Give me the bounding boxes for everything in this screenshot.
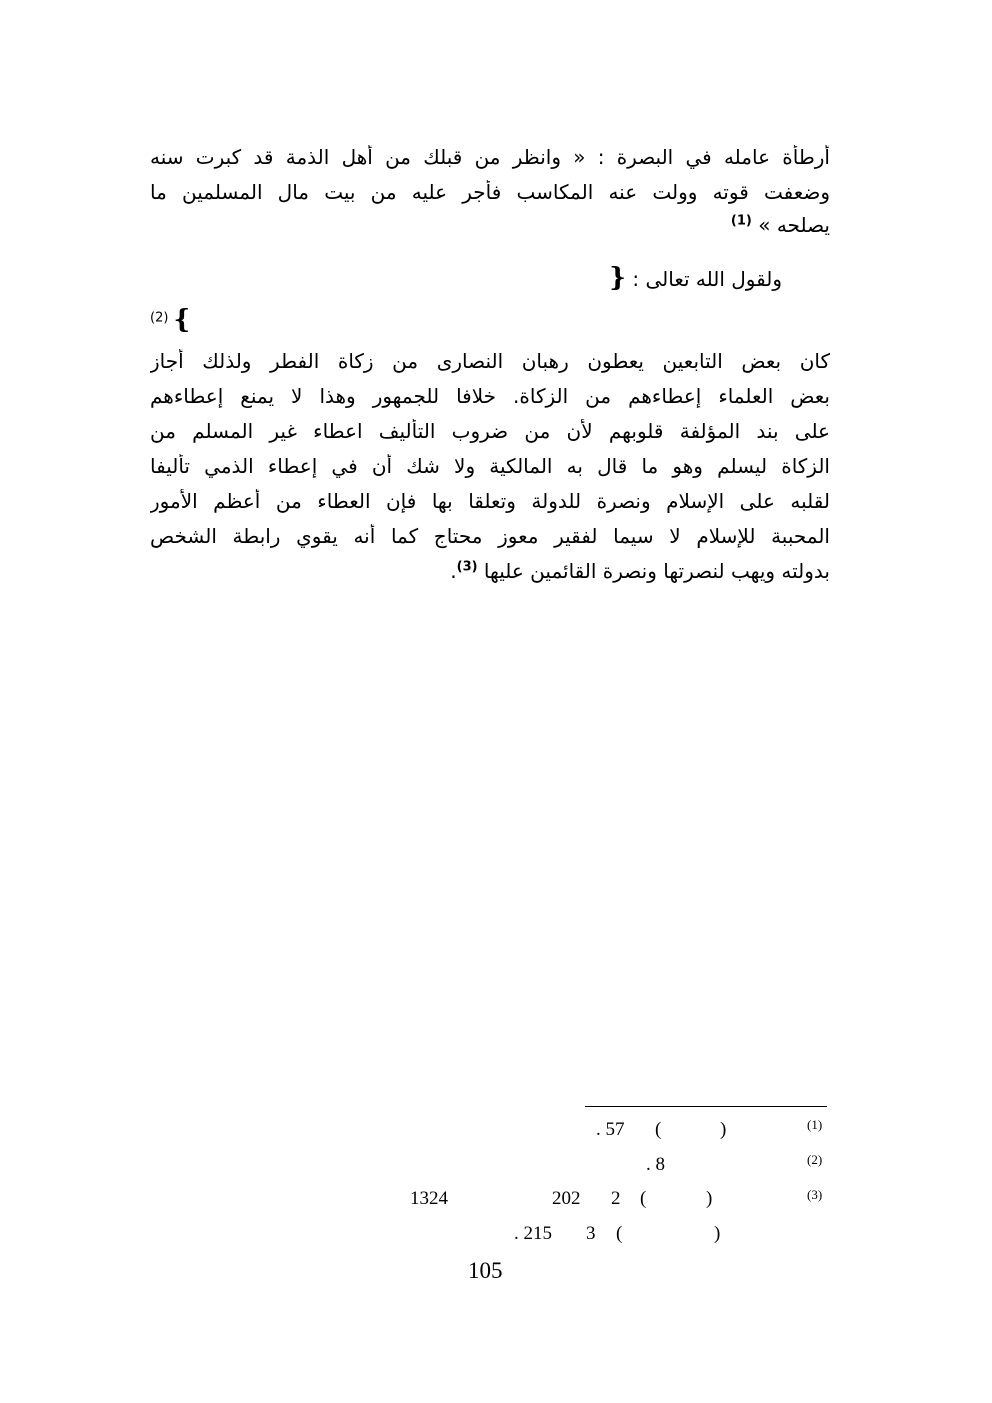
footnote-ref-1: (1) [730, 213, 752, 229]
verse-intro-text: ولقول الله تعالى : [632, 267, 782, 291]
footnote-3-part: 2 [611, 1188, 621, 1209]
paragraph1-line-1: أرطأة عامله في البصرة : « وانظر من قبلك من أهل الذمة قد كبرت سنه [150, 145, 830, 169]
footnote-1-part: . 57 [596, 1119, 625, 1140]
paragraph2-line-5: لقلبه على الإسلام ونصرة للدولة وتعلقا بها فإن العطاء من أعظم الأمور [150, 489, 830, 513]
footnote-3-cont-part: 3 [586, 1223, 596, 1244]
verse-brace-close: { [173, 305, 191, 335]
footnote-ref-2: (2) [150, 310, 169, 326]
verse-close [150, 305, 190, 335]
paragraph1-line-3-text: يصلحه » [758, 213, 830, 237]
footnote-1-part: ( [655, 1119, 662, 1140]
paragraph2-line-7 [450, 559, 830, 583]
footnote-2-part: . 8 [646, 1154, 665, 1175]
footnote-number-1: (1) [807, 1117, 823, 1132]
footnote-1-part: ) [720, 1119, 727, 1140]
footnote-3-part: 202 [552, 1188, 581, 1209]
footnote-3-part: ( [640, 1188, 647, 1209]
footnote-3-part: 1324 [410, 1188, 448, 1209]
paragraph2-line-2: بعض العلماء إعطاءهم من الزكاة. خلافا للجمهور وهذا لا يمنع إعطاءهم [150, 384, 830, 408]
footnote-3-part: ) [706, 1188, 713, 1209]
paragraph2-end: . [450, 559, 457, 583]
footnote-ref-3: (3) [456, 559, 478, 575]
page-number: 105 [468, 1258, 503, 1283]
paragraph2-line-4: الزكاة ليسلم وهو ما قال به المالكية ولا شك أن في إعطاء الذمي تأليفا [150, 454, 830, 478]
paragraph1-line-3 [731, 213, 830, 237]
paragraph2-line-1: كان بعض التابعين يعطون رهبان النصارى من زكاة الفطر ولذلك أجاز [150, 349, 830, 373]
paragraph2-line-7-text: بدولته ويهب لنصرتها ونصرة القائمين عليها [483, 559, 830, 583]
paragraph1-line-2: وضعفت قوته وولت عنه المكاسب فأجر عليه من بيت مال المسلمين ما [150, 180, 830, 204]
footnote-3-cont-part: ) [714, 1223, 721, 1244]
verse-intro [609, 263, 782, 293]
verse-brace-open: { [609, 263, 627, 293]
footnote-number-3: (3) [807, 1187, 823, 1202]
footnote-3-cont-part: . 215 [514, 1223, 552, 1244]
footnote-3-cont-part: ( [616, 1223, 623, 1244]
footnote-separator [585, 1106, 827, 1107]
paragraph2-line-6: المحببة للإسلام لا سيما لفقير معوز محتاج كما أنه يقوي رابطة الشخص [150, 524, 830, 548]
footnote-number-2: (2) [807, 1152, 823, 1167]
paragraph2-line-3: على بند المؤلفة قلوبهم لأن من ضروب التأليف اعطاء غير المسلم من [150, 419, 830, 443]
